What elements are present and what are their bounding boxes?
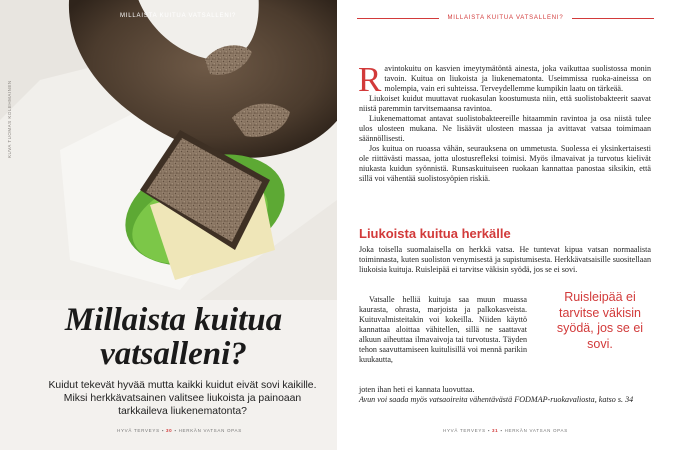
right-page <box>337 0 674 450</box>
page-footer-left: HYVÄ TERVEYS ▪ 30 ▪ HERKÄN VATSAN OPAS <box>117 428 242 433</box>
page-footer-right: HYVÄ TERVEYS ▪ 31 ▪ HERKÄN VATSAN OPAS <box>443 428 568 433</box>
article-body <box>359 385 651 405</box>
note: Avun voi saada myös vatsaoireita vähentävästä FODMAP-ruokavaliosta, katso s. 34 <box>359 395 634 404</box>
paragraph: Joka toisella suomalaisella on herkkä vatsa. He tuntevat kipua vatsan normaalista toiminnasta, kuten suoliston venymisestä ja supistumisesta. Herkkävatsaisille suositellaan liukoisia kuituja. Ruisleipää ei tarvitse väkisin syödä, jos se ei sovi. <box>359 245 651 274</box>
title-line-1: Millaista kuitua <box>64 302 283 338</box>
pull-quote: Ruisleipää ei tarvitse väkisin syödä, jos se ei sovi. <box>556 290 644 351</box>
lead-paragraph: Kuidut tekevät hyvää mutta kaikki kuidut eivät sovi kaikille. Miksi herkkävatsainen valitsee liukoista ja painoaan tarkkaileva liukenematonta? <box>48 380 317 417</box>
paragraph: Vatsalle helliä kuituja saa muun muassa kaurasta, ohrasta, marjoista ja palkokasveista. Kuituvalmisteitakin voi kokeilla. Niiden käyttö kannattaa aloittaa vähitellen, sillä ne saattavat alkuun aiheuttaa ilmavaivoja tai turvotusta. Täyden tehon saavuttamiseen kuitulisillä voi mennä parikin kuukautta, <box>359 295 527 364</box>
section-header: MILLAISTA KUITUA VATSALLENI? <box>120 13 237 19</box>
paragraph: Liukoiset kuidut muuttavat ruokasulan koostumusta niin, että suolistobakteerit saavat niistä paremmin tarvitsemaansa ravintoa. <box>359 94 651 113</box>
article-body <box>359 245 651 275</box>
page-title <box>0 303 337 371</box>
paragraph: Jos kuitua on ruoassa vähän, seurauksena on ummetusta. Suolessa ei yksinkertaisesti ole riittävästi massaa, jotta ulostusrefleksi toimisi. Myös ilmavaivat ja turvotus kielivät niukasta kuidun syönnistä. Runsaskuituiseen ruokaan kannattaa panostaa siksikin, että sillä voi vähentää suolistosyöpien riskiä. <box>359 144 651 183</box>
article-body <box>358 60 651 184</box>
title-line-2: vatsalleni? <box>100 336 247 372</box>
page-number: 30 <box>165 428 173 433</box>
header-rule <box>572 18 654 19</box>
section-header: MILLAISTA KUITUA VATSALLENI? <box>357 15 654 23</box>
photo-credit: KUVA TUOMAS KOLEHMAINEN <box>7 80 12 158</box>
rye-bread-sandwich-photo <box>0 0 337 300</box>
paragraph: joten ihan heti ei kannata luovuttaa. <box>359 385 475 394</box>
page-number: 31 <box>491 428 499 433</box>
subheading: Liukoista kuitua herkälle <box>359 226 511 241</box>
paragraph: Liukenemattomat antavat suolistobakteereille hitaammin ravintoa ja osa niistä tulee ulos ulosteen mukana. Ne lisäävät ulosteen massaa ja avittavat vatsaa toimimaan säännöllisesti. <box>359 114 651 143</box>
drop-cap: R <box>358 60 382 99</box>
paragraph: Ravintokuitu on kasvien imeytymätöntä ainesta, joka vaikuttaa suolistossa monin tavoin. Kuitua on liukoista ja liukenematonta. Useimmissa ruoka-aineissa on molempia, vain eri suhteissa. Terveydellemme kumpikin laatu on tärkeää. <box>358 60 651 99</box>
article-body <box>359 295 527 365</box>
